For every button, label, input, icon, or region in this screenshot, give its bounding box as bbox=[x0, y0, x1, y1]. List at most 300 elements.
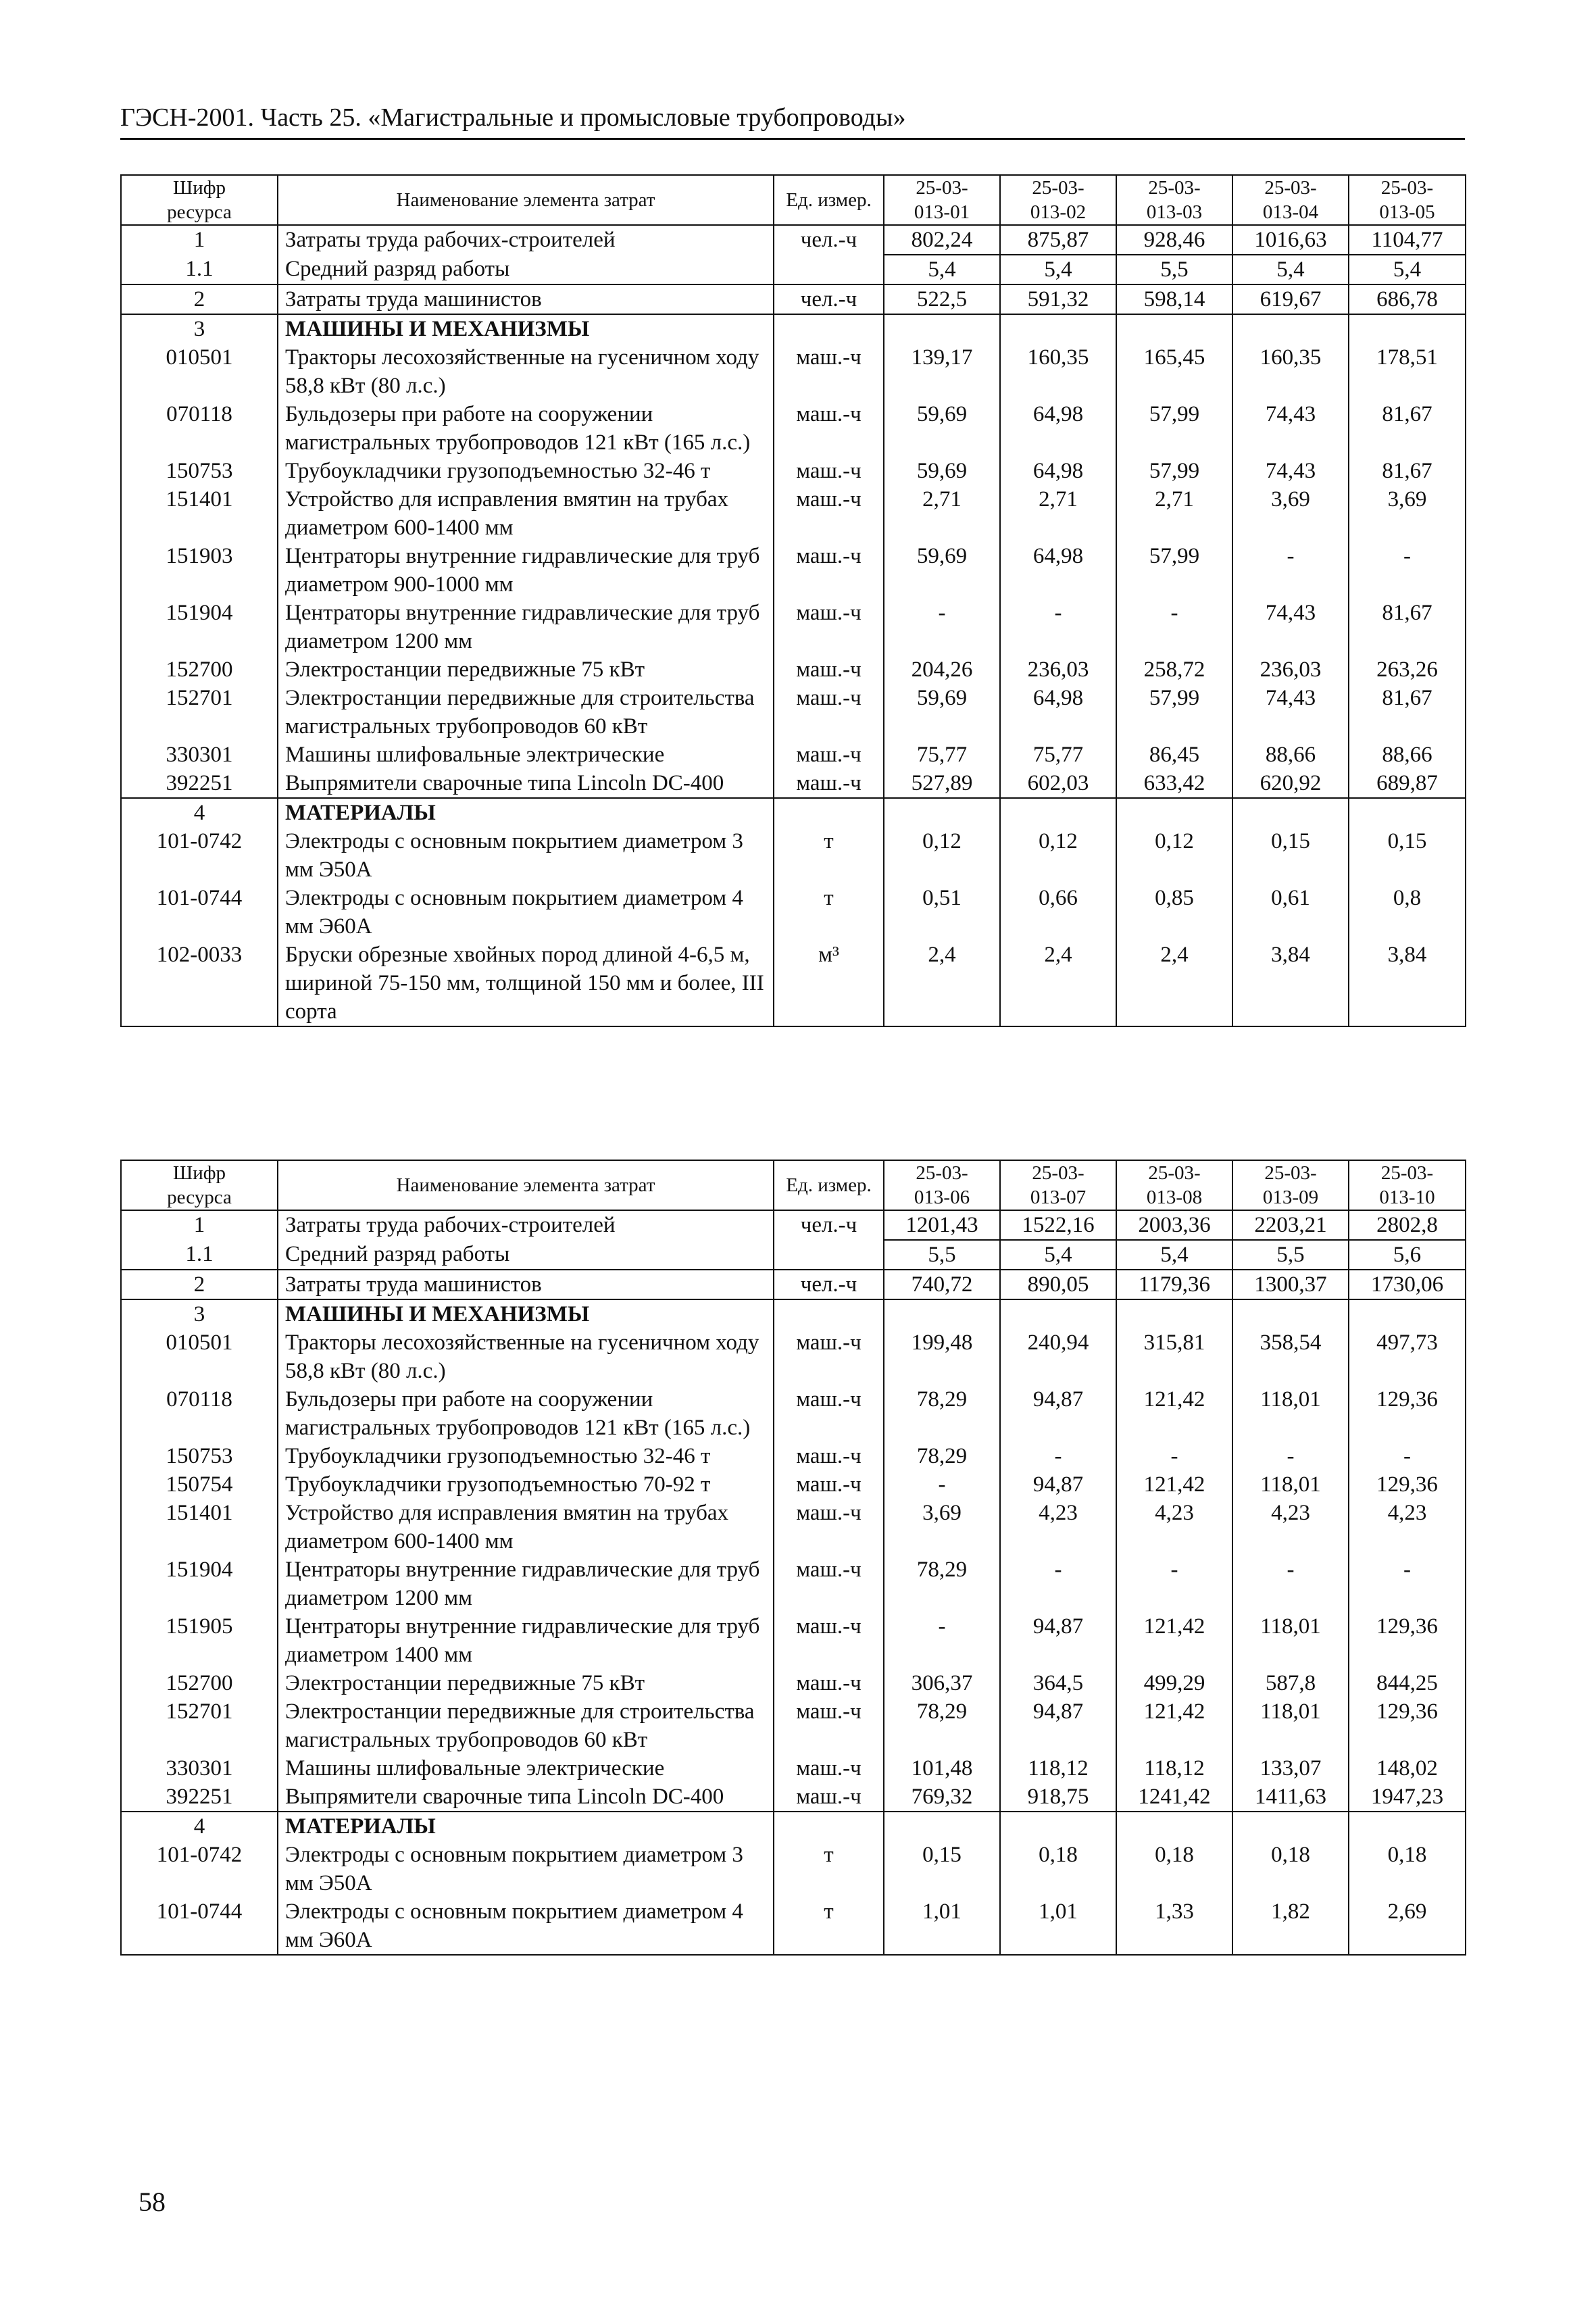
table-body bbox=[121, 1210, 1466, 1955]
unit-cell: маш.-ч bbox=[774, 1328, 884, 1385]
norm-value-cell: 2,69 bbox=[1349, 1897, 1466, 1955]
norm-value-cell: 1201,43 bbox=[884, 1210, 1000, 1240]
norm-value-cell: 1411,63 bbox=[1232, 1783, 1349, 1812]
norm-value-cell: 2003,36 bbox=[1116, 1210, 1232, 1240]
resource-code-cell: 1.1 bbox=[121, 1240, 278, 1270]
resource-code-cell: 151905 bbox=[121, 1612, 278, 1669]
norm-value-cell: 2,4 bbox=[1000, 941, 1116, 1026]
unit-cell: маш.-ч bbox=[774, 684, 884, 741]
unit-cell bbox=[774, 1299, 884, 1328]
norm-value-cell: 118,12 bbox=[1116, 1754, 1232, 1783]
norm-value-cell: 118,12 bbox=[1000, 1754, 1116, 1783]
section-row bbox=[121, 1812, 1466, 1841]
norm-value-cell: - bbox=[884, 1612, 1000, 1669]
section-row bbox=[121, 798, 1466, 827]
resource-code-cell: 3 bbox=[121, 314, 278, 343]
cost-element-name-cell: Выпрямители сварочные типа Lincoln DC-400 bbox=[278, 769, 774, 798]
norm-value-cell: 148,02 bbox=[1349, 1754, 1466, 1783]
norm-value-cell: 0,18 bbox=[1000, 1841, 1116, 1897]
norm-value-cell: 0,15 bbox=[1232, 827, 1349, 884]
norm-value-cell bbox=[1349, 1299, 1466, 1328]
norm-value-cell: 88,66 bbox=[1232, 741, 1349, 769]
norm-value-cell: 101,48 bbox=[884, 1754, 1000, 1783]
resource-code-cell: 150753 bbox=[121, 1442, 278, 1470]
norm-value-cell: 890,05 bbox=[1000, 1270, 1116, 1299]
norm-value-cell bbox=[884, 1812, 1000, 1841]
norm-value-cell: 740,72 bbox=[884, 1270, 1000, 1299]
norm-value-cell: - bbox=[1232, 542, 1349, 599]
norm-value-cell: 199,48 bbox=[884, 1328, 1000, 1385]
norm-value-cell bbox=[1232, 1812, 1349, 1841]
norm-value-cell: 129,36 bbox=[1349, 1385, 1466, 1442]
resource-code-cell: 330301 bbox=[121, 1754, 278, 1783]
norm-value-cell: 1730,06 bbox=[1349, 1270, 1466, 1299]
norm-value-cell: 64,98 bbox=[1000, 457, 1116, 485]
cost-element-name-cell: Тракторы лесохозяйственные на гусеничном ходу 58,8 кВт (80 л.с.) bbox=[278, 1328, 774, 1385]
norm-value-cell: 602,03 bbox=[1000, 769, 1116, 798]
cost-element-name-cell: Бульдозеры при работе на сооружении магистральных трубопроводов 121 кВт (165 л.с.) bbox=[278, 1385, 774, 1442]
norm-value-cell: 0,8 bbox=[1349, 884, 1466, 941]
table-row bbox=[121, 1612, 1466, 1669]
norm-value-cell: - bbox=[1116, 1555, 1232, 1612]
cost-element-name-cell: Затраты труда машинистов bbox=[278, 1270, 774, 1299]
norm-value-cell: 118,01 bbox=[1232, 1612, 1349, 1669]
name-column-header: Наименование элемента затрат bbox=[278, 175, 774, 225]
norm-value-cell: 364,5 bbox=[1000, 1669, 1116, 1697]
norm-value-cell: 121,42 bbox=[1116, 1470, 1232, 1499]
norm-value-cell: 57,99 bbox=[1116, 457, 1232, 485]
norm-value-cell bbox=[884, 1299, 1000, 1328]
cost-element-name-cell: МАТЕРИАЛЫ bbox=[278, 1812, 774, 1841]
resource-code-cell: 150754 bbox=[121, 1470, 278, 1499]
norm-column-header: 25-03- 013-08 bbox=[1116, 1160, 1232, 1210]
cost-element-name-cell: Машины шлифовальные электрические bbox=[278, 1754, 774, 1783]
table-row bbox=[121, 1442, 1466, 1470]
cost-element-name-cell: Средний разряд работы bbox=[278, 1240, 774, 1270]
unit-cell: т bbox=[774, 884, 884, 941]
norm-column-header: 25-03- 013-09 bbox=[1232, 1160, 1349, 1210]
resource-code-cell: 152700 bbox=[121, 1669, 278, 1697]
cost-element-name-cell: Центраторы внутренние гидравлические для труб диаметром 1400 мм bbox=[278, 1612, 774, 1669]
cost-element-name-cell: Центраторы внутренние гидравлические для труб диаметром 1200 мм bbox=[278, 1555, 774, 1612]
norm-value-cell bbox=[1116, 1299, 1232, 1328]
norm-value-cell: 258,72 bbox=[1116, 655, 1232, 684]
table-row bbox=[121, 225, 1466, 255]
norm-value-cell: 1241,42 bbox=[1116, 1783, 1232, 1812]
norm-value-cell: 129,36 bbox=[1349, 1612, 1466, 1669]
norm-value-cell bbox=[1232, 798, 1349, 827]
cost-element-name-cell: Затраты труда рабочих-строителей bbox=[278, 225, 774, 255]
cost-element-name-cell: Электростанции передвижные 75 кВт bbox=[278, 1669, 774, 1697]
table-row bbox=[121, 827, 1466, 884]
code-column-header: Шифр ресурса bbox=[121, 1160, 278, 1210]
norm-value-cell: 0,15 bbox=[884, 1841, 1000, 1897]
unit-cell: маш.-ч bbox=[774, 1385, 884, 1442]
norm-value-cell: 139,17 bbox=[884, 343, 1000, 400]
table-row bbox=[121, 1470, 1466, 1499]
norm-value-cell: 59,69 bbox=[884, 457, 1000, 485]
table-body bbox=[121, 225, 1466, 1026]
resource-code-cell: 151904 bbox=[121, 1555, 278, 1612]
unit-cell: маш.-ч bbox=[774, 1754, 884, 1783]
resource-code-cell: 101-0742 bbox=[121, 827, 278, 884]
unit-cell: чел.-ч bbox=[774, 284, 884, 314]
norm-value-cell: - bbox=[1232, 1555, 1349, 1612]
norm-value-cell: 0,18 bbox=[1116, 1841, 1232, 1897]
resource-code-cell: 1.1 bbox=[121, 255, 278, 284]
norm-value-cell: 86,45 bbox=[1116, 741, 1232, 769]
norm-value-cell: - bbox=[1000, 1555, 1116, 1612]
unit-cell bbox=[774, 1240, 884, 1270]
norm-value-cell: 204,26 bbox=[884, 655, 1000, 684]
norm-value-cell: 2,71 bbox=[884, 485, 1000, 542]
unit-cell bbox=[774, 255, 884, 284]
norm-value-cell: 1522,16 bbox=[1000, 1210, 1116, 1240]
table-row bbox=[121, 684, 1466, 741]
norm-value-cell: 240,94 bbox=[1000, 1328, 1116, 1385]
norm-value-cell: 527,89 bbox=[884, 769, 1000, 798]
table-row bbox=[121, 542, 1466, 599]
norm-value-cell: 4,23 bbox=[1232, 1499, 1349, 1555]
norm-value-cell: 88,66 bbox=[1349, 741, 1466, 769]
cost-element-name-cell: Электроды с основным покрытием диаметром 4 мм Э60А bbox=[278, 1897, 774, 1955]
resource-code-cell: 101-0744 bbox=[121, 1897, 278, 1955]
cost-element-name-cell: МАШИНЫ И МЕХАНИЗМЫ bbox=[278, 1299, 774, 1328]
norm-value-cell: 0,12 bbox=[1000, 827, 1116, 884]
norm-value-cell bbox=[1232, 314, 1349, 343]
norm-value-cell: 57,99 bbox=[1116, 400, 1232, 457]
resource-code-cell: 3 bbox=[121, 1299, 278, 1328]
norm-value-cell: 121,42 bbox=[1116, 1385, 1232, 1442]
table-row bbox=[121, 457, 1466, 485]
unit-cell: маш.-ч bbox=[774, 769, 884, 798]
resource-code-cell: 151904 bbox=[121, 599, 278, 655]
norm-value-cell: - bbox=[884, 599, 1000, 655]
norm-value-cell: 587,8 bbox=[1232, 1669, 1349, 1697]
norm-value-cell: 121,42 bbox=[1116, 1697, 1232, 1754]
norm-value-cell: 57,99 bbox=[1116, 542, 1232, 599]
resource-code-cell: 101-0744 bbox=[121, 884, 278, 941]
norm-value-cell: 5,4 bbox=[1116, 1240, 1232, 1270]
norm-value-cell: 0,18 bbox=[1349, 1841, 1466, 1897]
norm-value-cell: 78,29 bbox=[884, 1385, 1000, 1442]
norm-value-cell: 75,77 bbox=[1000, 741, 1116, 769]
table-row bbox=[121, 1783, 1466, 1812]
norm-value-cell bbox=[1116, 1812, 1232, 1841]
norm-column-header: 25-03- 013-01 bbox=[884, 175, 1000, 225]
norm-value-cell: 5,5 bbox=[1116, 255, 1232, 284]
norm-value-cell: 94,87 bbox=[1000, 1697, 1116, 1754]
norm-value-cell: 0,12 bbox=[1116, 827, 1232, 884]
norm-value-cell: 74,43 bbox=[1232, 400, 1349, 457]
norm-value-cell: 59,69 bbox=[884, 684, 1000, 741]
norm-value-cell: 4,23 bbox=[1349, 1499, 1466, 1555]
norm-column-header: 25-03- 013-03 bbox=[1116, 175, 1232, 225]
unit-cell: маш.-ч bbox=[774, 1470, 884, 1499]
unit-cell: маш.-ч bbox=[774, 599, 884, 655]
resource-code-cell: 101-0742 bbox=[121, 1841, 278, 1897]
norm-value-cell bbox=[1116, 314, 1232, 343]
cost-element-name-cell: Центраторы внутренние гидравлические для труб диаметром 900-1000 мм bbox=[278, 542, 774, 599]
norm-value-cell: 64,98 bbox=[1000, 400, 1116, 457]
cost-element-name-cell: Трубоукладчики грузоподъемностью 70-92 т bbox=[278, 1470, 774, 1499]
unit-cell: маш.-ч bbox=[774, 1669, 884, 1697]
norm-value-cell: 5,5 bbox=[884, 1240, 1000, 1270]
norm-value-cell: 129,36 bbox=[1349, 1470, 1466, 1499]
norm-value-cell: 358,54 bbox=[1232, 1328, 1349, 1385]
norm-value-cell: 118,01 bbox=[1232, 1385, 1349, 1442]
norm-column-header: 25-03- 013-04 bbox=[1232, 175, 1349, 225]
norm-value-cell: 1,33 bbox=[1116, 1897, 1232, 1955]
norm-value-cell: 2,4 bbox=[1116, 941, 1232, 1026]
table-row bbox=[121, 343, 1466, 400]
resource-code-cell: 2 bbox=[121, 1270, 278, 1299]
norm-value-cell: 591,32 bbox=[1000, 284, 1116, 314]
table-row bbox=[121, 284, 1466, 314]
norm-value-cell: 5,4 bbox=[884, 255, 1000, 284]
norm-value-cell: 81,67 bbox=[1349, 400, 1466, 457]
resource-code-cell: 010501 bbox=[121, 1328, 278, 1385]
table-header-row bbox=[121, 1160, 1466, 1210]
table-row bbox=[121, 1754, 1466, 1783]
norm-value-cell: 59,69 bbox=[884, 400, 1000, 457]
norm-value-cell: 3,69 bbox=[1349, 485, 1466, 542]
norm-value-cell: 263,26 bbox=[1349, 655, 1466, 684]
norm-value-cell: 598,14 bbox=[1116, 284, 1232, 314]
table-row bbox=[121, 400, 1466, 457]
cost-element-name-cell: Трубоукладчики грузоподъемностью 32-46 т bbox=[278, 1442, 774, 1470]
norm-value-cell: - bbox=[1000, 599, 1116, 655]
cost-element-name-cell: Бруски обрезные хвойных пород длиной 4-6,5 м, шириной 75-150 мм, толщиной 150 мм и более, III сорта bbox=[278, 941, 774, 1026]
table-row bbox=[121, 1385, 1466, 1442]
norm-value-cell: 160,35 bbox=[1232, 343, 1349, 400]
unit-cell: т bbox=[774, 827, 884, 884]
norm-value-cell: 78,29 bbox=[884, 1697, 1000, 1754]
norm-value-cell bbox=[884, 314, 1000, 343]
norm-value-cell: 928,46 bbox=[1116, 225, 1232, 255]
resource-table-2 bbox=[120, 1160, 1466, 1956]
table-header-row bbox=[121, 175, 1466, 225]
cost-element-name-cell: Трубоукладчики грузоподъемностью 32-46 т bbox=[278, 457, 774, 485]
cost-element-name-cell: Средний разряд работы bbox=[278, 255, 774, 284]
resource-code-cell: 151401 bbox=[121, 1499, 278, 1555]
norm-value-cell: 0,61 bbox=[1232, 884, 1349, 941]
norm-value-cell: 0,66 bbox=[1000, 884, 1116, 941]
norm-value-cell: 81,67 bbox=[1349, 684, 1466, 741]
table-row bbox=[121, 941, 1466, 1026]
norm-value-cell: 918,75 bbox=[1000, 1783, 1116, 1812]
unit-cell: маш.-ч bbox=[774, 1612, 884, 1669]
resource-code-cell: 392251 bbox=[121, 769, 278, 798]
cost-element-name-cell: Выпрямители сварочные типа Lincoln DC-400 bbox=[278, 1783, 774, 1812]
norm-value-cell: - bbox=[1232, 1442, 1349, 1470]
norm-value-cell: 620,92 bbox=[1232, 769, 1349, 798]
unit-cell: маш.-ч bbox=[774, 1555, 884, 1612]
unit-cell: чел.-ч bbox=[774, 1270, 884, 1299]
norm-value-cell: 3,69 bbox=[884, 1499, 1000, 1555]
norm-value-cell: - bbox=[1000, 1442, 1116, 1470]
norm-value-cell bbox=[1116, 798, 1232, 827]
norm-value-cell: 5,4 bbox=[1000, 255, 1116, 284]
norm-value-cell: 4,23 bbox=[1116, 1499, 1232, 1555]
unit-cell: чел.-ч bbox=[774, 225, 884, 255]
norm-value-cell: 2,71 bbox=[1116, 485, 1232, 542]
cost-element-name-cell: Машины шлифовальные электрические bbox=[278, 741, 774, 769]
cost-element-name-cell: Устройство для исправления вмятин на трубах диаметром 600-1400 мм bbox=[278, 1499, 774, 1555]
norm-value-cell bbox=[1000, 1812, 1116, 1841]
unit-cell: маш.-ч bbox=[774, 1783, 884, 1812]
norm-column-header: 25-03- 013-06 bbox=[884, 1160, 1000, 1210]
cost-element-name-cell: МАШИНЫ И МЕХАНИЗМЫ bbox=[278, 314, 774, 343]
unit-cell: м³ bbox=[774, 941, 884, 1026]
code-column-header: Шифр ресурса bbox=[121, 175, 278, 225]
cost-element-name-cell: МАТЕРИАЛЫ bbox=[278, 798, 774, 827]
unit-cell: маш.-ч bbox=[774, 457, 884, 485]
norm-value-cell: 769,32 bbox=[884, 1783, 1000, 1812]
table-row bbox=[121, 1555, 1466, 1612]
norm-value-cell: 3,69 bbox=[1232, 485, 1349, 542]
norm-value-cell: 0,15 bbox=[1349, 827, 1466, 884]
norm-value-cell: 1016,63 bbox=[1232, 225, 1349, 255]
table-row bbox=[121, 741, 1466, 769]
resource-table-1 bbox=[120, 174, 1466, 1027]
unit-cell: маш.-ч bbox=[774, 655, 884, 684]
norm-value-cell: 5,4 bbox=[1232, 255, 1349, 284]
norm-value-cell: 1,01 bbox=[1000, 1897, 1116, 1955]
norm-value-cell: 5,4 bbox=[1349, 255, 1466, 284]
norm-value-cell: - bbox=[1116, 1442, 1232, 1470]
table-row bbox=[121, 655, 1466, 684]
norm-value-cell: 1300,37 bbox=[1232, 1270, 1349, 1299]
norm-value-cell: 2,71 bbox=[1000, 485, 1116, 542]
table-row bbox=[121, 1240, 1466, 1270]
norm-value-cell: 74,43 bbox=[1232, 684, 1349, 741]
norm-column-header: 25-03- 013-05 bbox=[1349, 175, 1466, 225]
norm-value-cell bbox=[1349, 314, 1466, 343]
unit-cell: маш.-ч bbox=[774, 343, 884, 400]
norm-value-cell: 0,18 bbox=[1232, 1841, 1349, 1897]
table-row bbox=[121, 769, 1466, 798]
table-row bbox=[121, 1669, 1466, 1697]
unit-cell bbox=[774, 798, 884, 827]
norm-value-cell: 522,5 bbox=[884, 284, 1000, 314]
norm-value-cell bbox=[884, 798, 1000, 827]
norm-value-cell: 619,67 bbox=[1232, 284, 1349, 314]
resource-code-cell: 010501 bbox=[121, 343, 278, 400]
table-row bbox=[121, 1697, 1466, 1754]
unit-cell: чел.-ч bbox=[774, 1210, 884, 1240]
resource-code-cell: 150753 bbox=[121, 457, 278, 485]
resource-code-cell: 070118 bbox=[121, 1385, 278, 1442]
cost-element-name-cell: Электроды с основным покрытием диаметром 4 мм Э60А bbox=[278, 884, 774, 941]
norm-value-cell: - bbox=[884, 1470, 1000, 1499]
norm-value-cell bbox=[1000, 798, 1116, 827]
resource-code-cell: 102-0033 bbox=[121, 941, 278, 1026]
cost-element-name-cell: Затраты труда машинистов bbox=[278, 284, 774, 314]
norm-value-cell: 129,36 bbox=[1349, 1697, 1466, 1754]
norm-value-cell: 1947,23 bbox=[1349, 1783, 1466, 1812]
norm-value-cell: 4,23 bbox=[1000, 1499, 1116, 1555]
norm-value-cell: 94,87 bbox=[1000, 1385, 1116, 1442]
norm-value-cell: 81,67 bbox=[1349, 599, 1466, 655]
table-row bbox=[121, 599, 1466, 655]
norm-value-cell: 689,87 bbox=[1349, 769, 1466, 798]
table-row bbox=[121, 1499, 1466, 1555]
section-row bbox=[121, 1299, 1466, 1328]
resource-code-cell: 4 bbox=[121, 798, 278, 827]
norm-value-cell: 3,84 bbox=[1232, 941, 1349, 1026]
norm-value-cell: 306,37 bbox=[884, 1669, 1000, 1697]
norm-value-cell: 118,01 bbox=[1232, 1470, 1349, 1499]
norm-value-cell: 497,73 bbox=[1349, 1328, 1466, 1385]
norm-value-cell: 64,98 bbox=[1000, 542, 1116, 599]
norm-value-cell: 315,81 bbox=[1116, 1328, 1232, 1385]
norm-value-cell: 178,51 bbox=[1349, 343, 1466, 400]
norm-value-cell: 59,69 bbox=[884, 542, 1000, 599]
norm-value-cell: 74,43 bbox=[1232, 457, 1349, 485]
norm-value-cell: 5,5 bbox=[1232, 1240, 1349, 1270]
norm-value-cell: - bbox=[1349, 1555, 1466, 1612]
norm-value-cell: 75,77 bbox=[884, 741, 1000, 769]
norm-value-cell: 236,03 bbox=[1232, 655, 1349, 684]
table-row bbox=[121, 485, 1466, 542]
table-row bbox=[121, 1210, 1466, 1240]
norm-value-cell bbox=[1000, 1299, 1116, 1328]
table-row bbox=[121, 1897, 1466, 1955]
norm-value-cell: 94,87 bbox=[1000, 1470, 1116, 1499]
norm-value-cell: 1104,77 bbox=[1349, 225, 1466, 255]
resource-code-cell: 1 bbox=[121, 1210, 278, 1240]
resource-code-cell: 4 bbox=[121, 1812, 278, 1841]
resource-code-cell: 151401 bbox=[121, 485, 278, 542]
cost-element-name-cell: Электроды с основным покрытием диаметром 3 мм Э50А bbox=[278, 827, 774, 884]
resource-code-cell: 330301 bbox=[121, 741, 278, 769]
norm-value-cell bbox=[1349, 798, 1466, 827]
norm-value-cell: 0,12 bbox=[884, 827, 1000, 884]
norm-value-cell: 118,01 bbox=[1232, 1697, 1349, 1754]
norm-column-header: 25-03- 013-02 bbox=[1000, 175, 1116, 225]
norm-value-cell: 64,98 bbox=[1000, 684, 1116, 741]
unit-cell bbox=[774, 314, 884, 343]
unit-column-header: Ед. измер. bbox=[774, 175, 884, 225]
table-row bbox=[121, 1841, 1466, 1897]
cost-element-name-cell: Электростанции передвижные для строительства магистральных трубопроводов 60 кВт bbox=[278, 1697, 774, 1754]
cost-element-name-cell: Электростанции передвижные 75 кВт bbox=[278, 655, 774, 684]
norm-value-cell: 499,29 bbox=[1116, 1669, 1232, 1697]
norm-value-cell: 2,4 bbox=[884, 941, 1000, 1026]
cost-element-name-cell: Тракторы лесохозяйственные на гусеничном ходу 58,8 кВт (80 л.с.) bbox=[278, 343, 774, 400]
unit-cell: маш.-ч bbox=[774, 485, 884, 542]
norm-value-cell: - bbox=[1349, 542, 1466, 599]
cost-element-name-cell: Устройство для исправления вмятин на трубах диаметром 600-1400 мм bbox=[278, 485, 774, 542]
unit-column-header: Ед. измер. bbox=[774, 1160, 884, 1210]
unit-cell: т bbox=[774, 1897, 884, 1955]
cost-element-name-cell: Бульдозеры при работе на сооружении магистральных трубопроводов 121 кВт (165 л.с.) bbox=[278, 400, 774, 457]
norm-value-cell: 844,25 bbox=[1349, 1669, 1466, 1697]
norm-value-cell: 686,78 bbox=[1349, 284, 1466, 314]
norm-value-cell: 78,29 bbox=[884, 1442, 1000, 1470]
norm-value-cell: 165,45 bbox=[1116, 343, 1232, 400]
norm-value-cell: 1,01 bbox=[884, 1897, 1000, 1955]
norm-column-header: 25-03- 013-07 bbox=[1000, 1160, 1116, 1210]
resource-code-cell: 070118 bbox=[121, 400, 278, 457]
norm-value-cell: 802,24 bbox=[884, 225, 1000, 255]
unit-cell: маш.-ч bbox=[774, 1442, 884, 1470]
norm-value-cell: - bbox=[1349, 1442, 1466, 1470]
norm-value-cell: 3,84 bbox=[1349, 941, 1466, 1026]
resource-code-cell: 1 bbox=[121, 225, 278, 255]
norm-value-cell: 1179,36 bbox=[1116, 1270, 1232, 1299]
